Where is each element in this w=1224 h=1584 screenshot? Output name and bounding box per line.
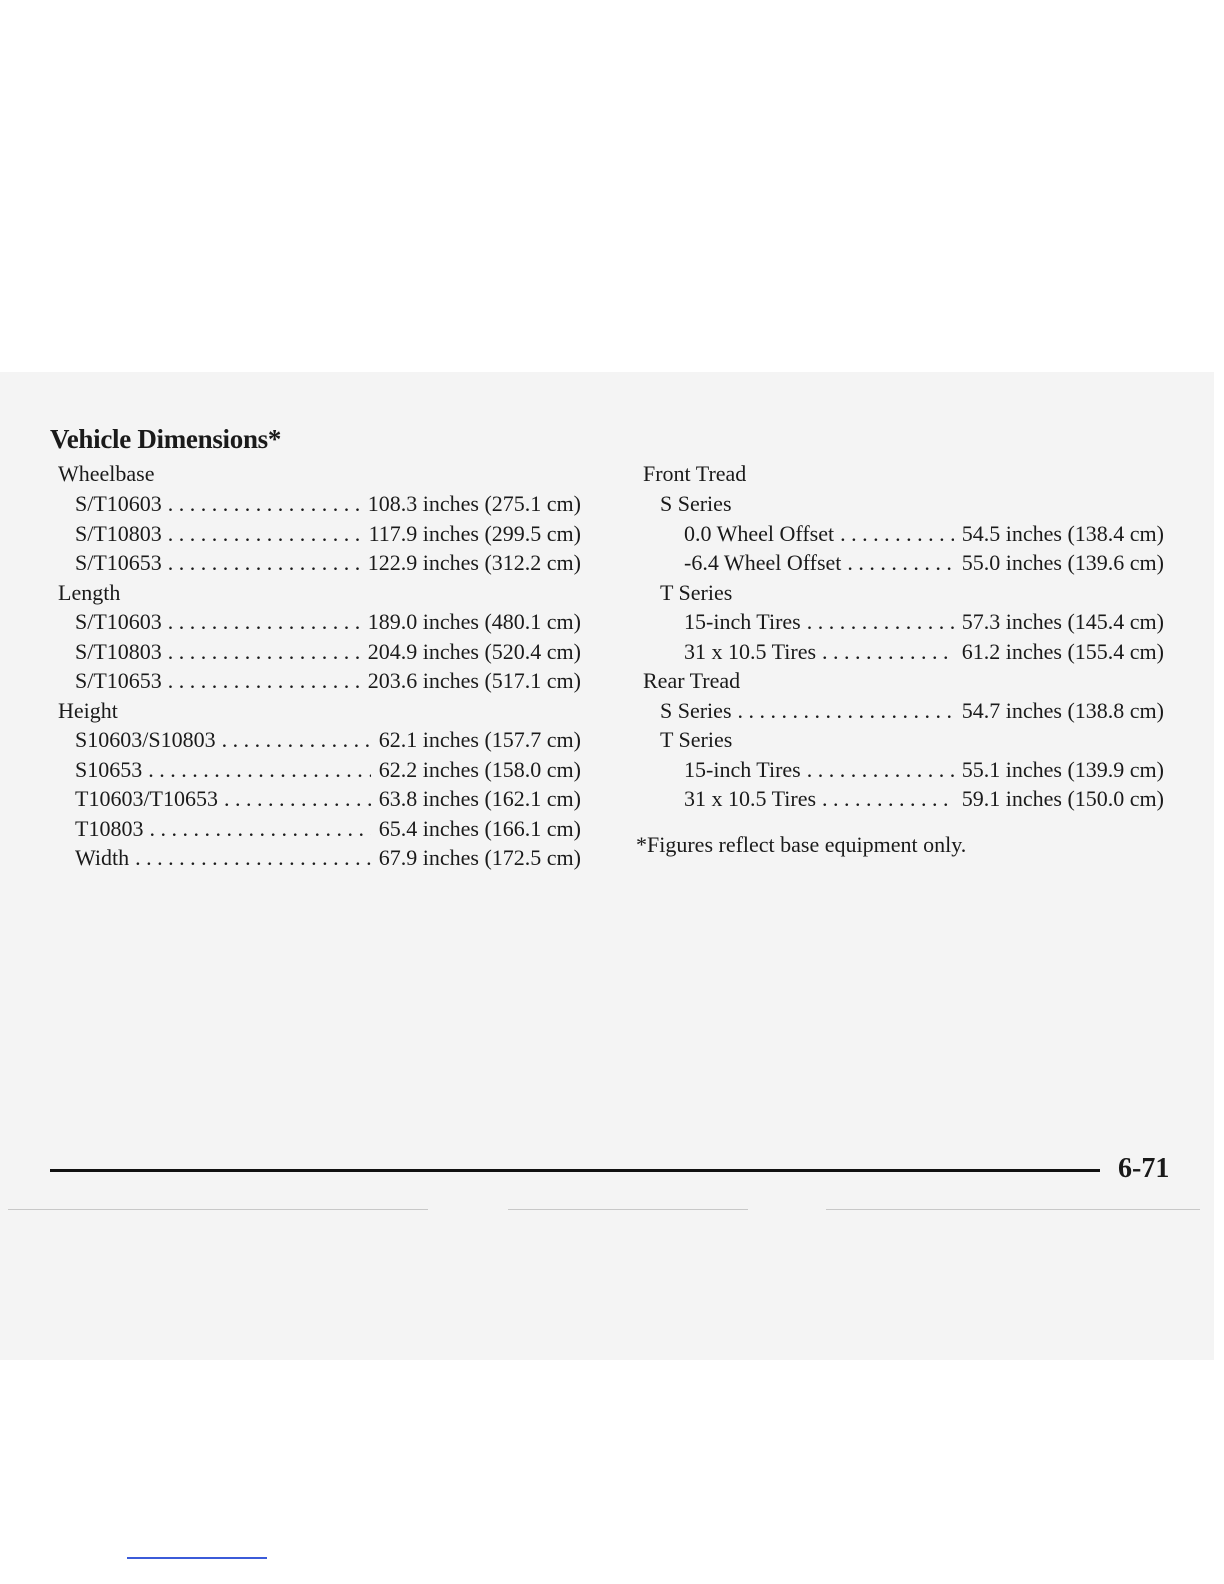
wheelbase-heading: Wheelbase [58, 461, 155, 486]
section-title: Vehicle Dimensions* [50, 424, 282, 454]
wheelbase-row: S/T10653 . . . 122.9 inches (312.2 cm) [75, 548, 581, 578]
front-s-series-row: -6.4 Wheel Offset . . . 55.0 inches (139.6 cm) [684, 548, 1164, 578]
wheelbase-row: S/T10603 . . . 108.3 inches (275.1 cm) [75, 489, 581, 519]
height-row: T10603/T10653 . . . 63.8 inches (162.1 cm) [75, 784, 581, 814]
rear-t-series-heading: T Series [660, 727, 733, 752]
footer-rule [50, 1169, 1100, 1172]
rear-t-series-row: 31 x 10.5 Tires . . . 59.1 inches (150.0 cm) [684, 784, 1164, 814]
width-row: Width . . . 67.9 inches (172.5 cm) [75, 843, 581, 873]
scan-artifact-line [826, 1209, 1200, 1210]
length-row: S/T10603 . . . 189.0 inches (480.1 cm) [75, 607, 581, 637]
length-row: S/T10803 . . . 204.9 inches (520.4 cm) [75, 637, 581, 667]
height-heading: Height [58, 698, 118, 723]
front-t-series-row: 15-inch Tires . . . 57.3 inches (145.4 cm) [684, 607, 1164, 637]
rear-t-series-row: 15-inch Tires . . . 55.1 inches (139.9 cm) [684, 755, 1164, 785]
link-underline[interactable] [127, 1557, 267, 1559]
rear-tread-heading: Rear Tread [643, 668, 741, 693]
scan-artifact-line [8, 1209, 428, 1210]
rear-s-series-row: S Series . . . 54.7 inches (138.8 cm) [660, 696, 1164, 726]
scan-artifact-line [508, 1209, 748, 1210]
height-row: S10603/S10803 . . . 62.1 inches (157.7 cm) [75, 725, 581, 755]
wheelbase-row: S/T10803 . . . 117.9 inches (299.5 cm) [75, 519, 581, 549]
height-row: S10653 . . . 62.2 inches (158.0 cm) [75, 755, 581, 785]
length-row: S/T10653 . . . 203.6 inches (517.1 cm) [75, 666, 581, 696]
length-heading: Length [58, 580, 121, 605]
height-row: T10803 . . . 65.4 inches (166.1 cm) [75, 814, 581, 844]
page-number: 6-71 [1118, 1153, 1170, 1184]
front-t-series-row: 31 x 10.5 Tires . . . 61.2 inches (155.4 cm) [684, 637, 1164, 667]
front-s-series-row: 0.0 Wheel Offset . . . 54.5 inches (138.4 cm) [684, 519, 1164, 549]
front-tread-heading: Front Tread [643, 461, 747, 486]
front-s-series-heading: S Series [660, 491, 732, 516]
front-t-series-heading: T Series [660, 580, 733, 605]
footnote: *Figures reflect base equipment only. [636, 832, 967, 857]
